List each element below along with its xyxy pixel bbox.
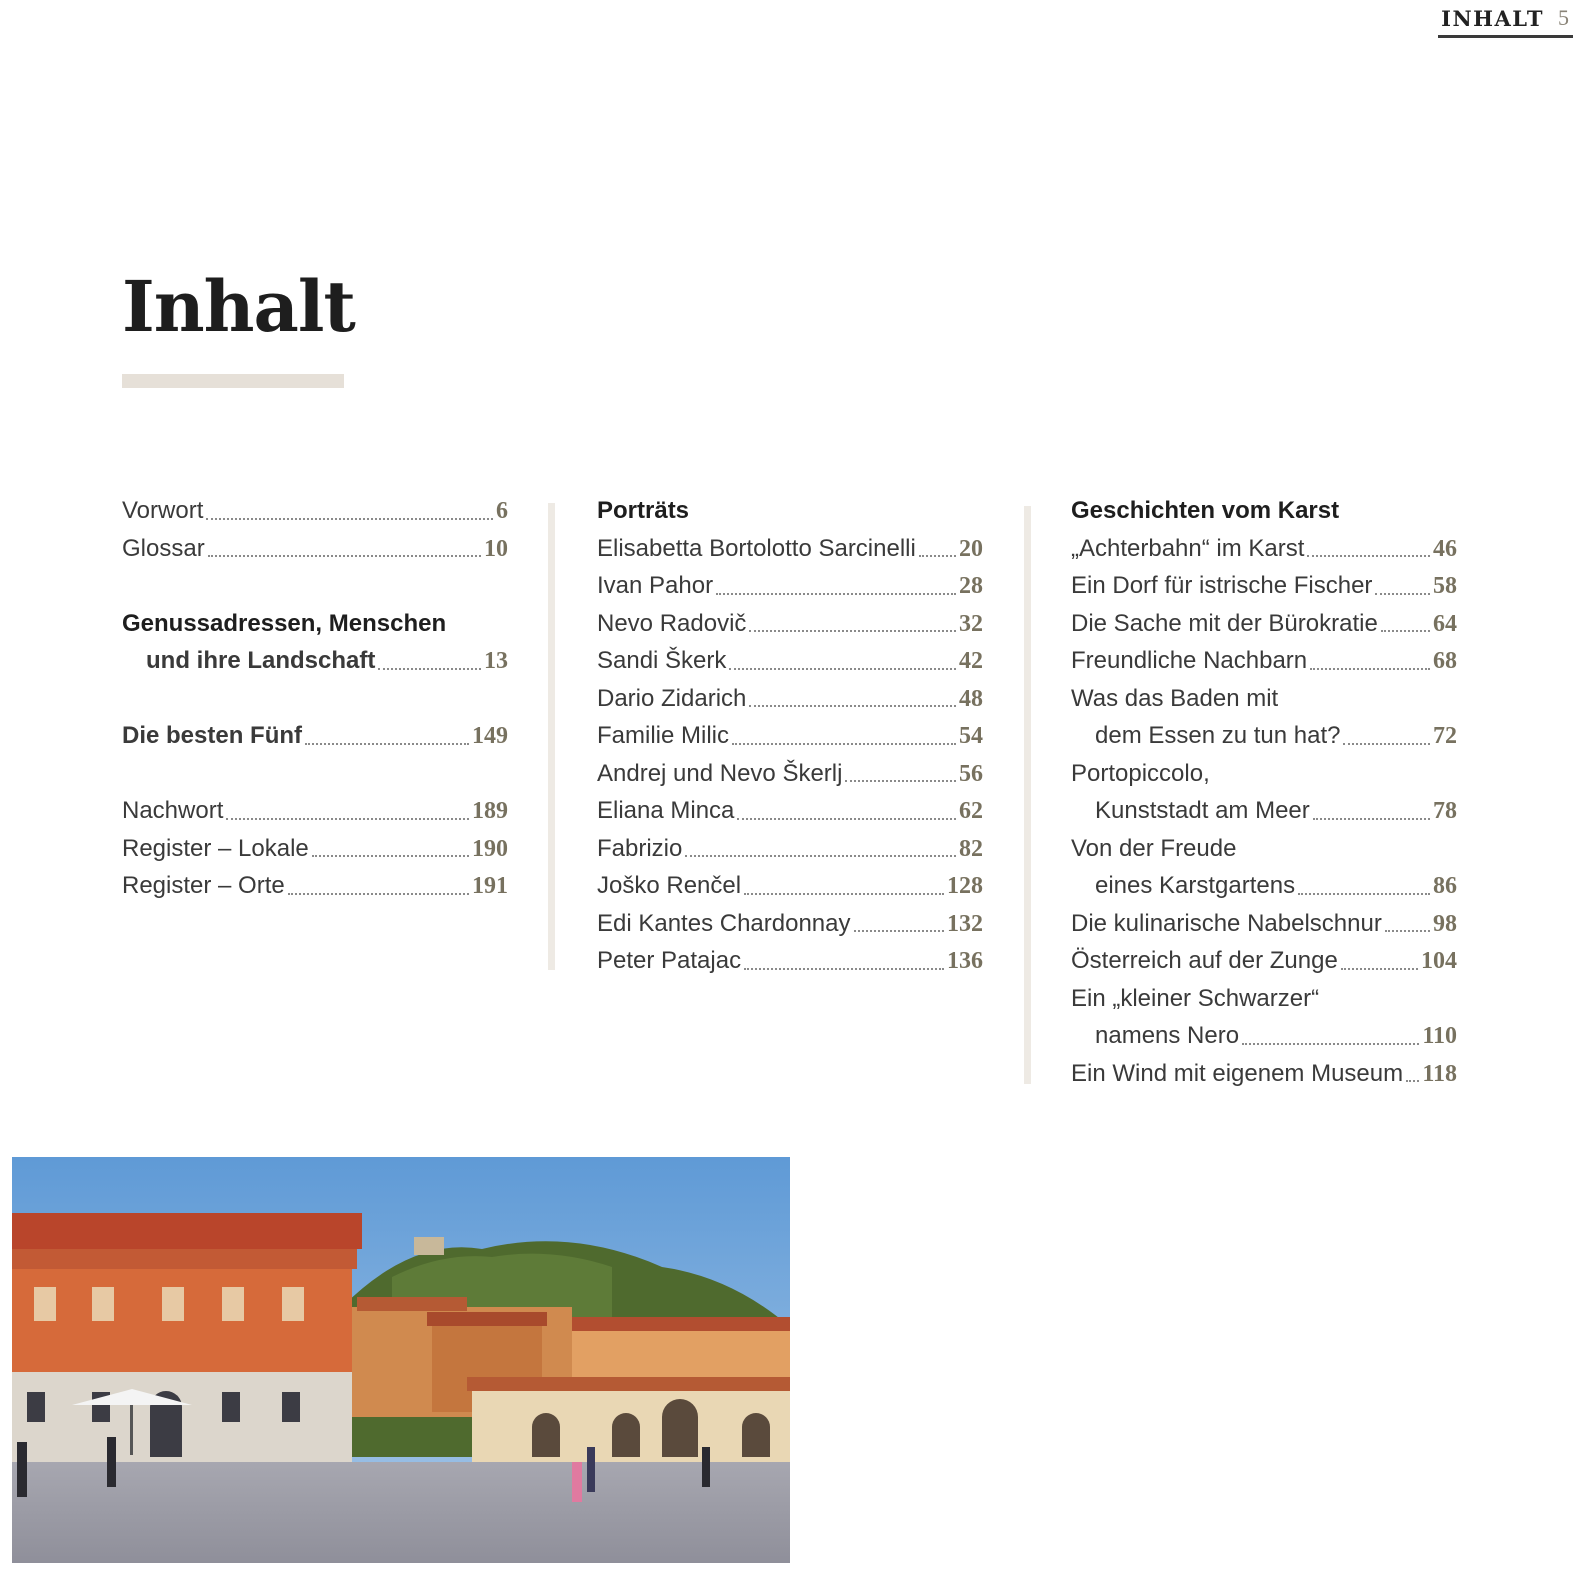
toc-entry-text: Österreich auf der Zunge xyxy=(1071,947,1338,974)
toc-entry-page: 98 xyxy=(1433,910,1457,937)
dot-leader xyxy=(685,854,956,857)
toc-entry[interactable] xyxy=(1071,567,1457,605)
toc-entry-page: 42 xyxy=(959,648,983,674)
town-square-photo xyxy=(12,1157,790,1563)
column-divider xyxy=(548,503,555,970)
dot-leader xyxy=(305,742,469,745)
toc-entry[interactable] xyxy=(597,830,983,868)
toc-entry-text: namens Nero xyxy=(1095,1022,1240,1049)
toc-entry-page: 191 xyxy=(472,873,508,899)
page-title: Inhalt xyxy=(122,265,355,348)
toc-entry[interactable] xyxy=(1071,642,1457,680)
toc-entry[interactable] xyxy=(597,755,983,793)
toc-section-heading: Porträts xyxy=(597,497,690,524)
toc-entry[interactable] xyxy=(597,530,983,568)
toc-entry-text: Familie Milic xyxy=(597,722,729,749)
toc-entry-page: 32 xyxy=(959,610,983,637)
toc-entry-text: Glossar xyxy=(122,534,205,562)
toc-entry-page: 72 xyxy=(1433,723,1457,749)
dot-leader xyxy=(1385,929,1430,932)
toc-entry-text: und ihre Landschaft xyxy=(146,647,376,674)
dot-leader xyxy=(1343,742,1430,745)
toc-entry-page: 62 xyxy=(959,798,983,824)
toc-entry-text: eines Karstgartens xyxy=(1095,872,1296,899)
toc-entry-text: Die Sache mit der Bürokratie xyxy=(1071,609,1378,637)
toc-entry-page: 68 xyxy=(1433,648,1457,674)
toc-entry-page: 54 xyxy=(959,723,983,749)
toc-entry-page: 56 xyxy=(959,760,983,787)
toc-entry-text: Andrej und Nevo Škerlj xyxy=(597,759,843,787)
toc-entry-page: 132 xyxy=(947,910,983,937)
toc-column-general xyxy=(122,492,508,905)
dot-leader xyxy=(1375,592,1430,595)
toc-entry-text: Kunststadt am Meer xyxy=(1095,797,1310,824)
toc-entry-page: 20 xyxy=(959,535,983,562)
toc-entry[interactable] xyxy=(597,792,983,830)
title-underline-bar xyxy=(122,374,344,388)
dot-leader xyxy=(206,517,493,520)
dot-leader xyxy=(1242,1042,1419,1045)
toc-entry-page: 58 xyxy=(1433,573,1457,599)
toc-entry[interactable] xyxy=(1071,792,1457,830)
toc-entry[interactable] xyxy=(597,567,983,605)
page-number: 5 xyxy=(1558,5,1569,30)
toc-section-besten-fuenf[interactable] xyxy=(122,717,508,755)
toc-entry-vorwort[interactable] xyxy=(122,492,508,530)
toc-entry-page: 128 xyxy=(947,873,983,899)
toc-entry-text: Fabrizio xyxy=(597,834,683,862)
toc-entry[interactable] xyxy=(597,905,983,943)
toc-entry-page: 10 xyxy=(484,535,508,562)
toc-entry-text: Ein Wind mit eigenem Museum xyxy=(1071,1059,1404,1087)
dot-leader xyxy=(1313,817,1430,820)
dot-leader xyxy=(1298,892,1430,895)
toc-entry[interactable] xyxy=(1071,1055,1457,1093)
toc-entry[interactable] xyxy=(1071,942,1457,980)
toc-entry-page: 48 xyxy=(959,685,983,712)
toc-entry-text: Nevo Radovič xyxy=(597,609,747,637)
toc-entry-text: Ein Dorf für istrische Fischer xyxy=(1071,572,1373,599)
toc-entry-text: Dario Zidarich xyxy=(597,684,747,712)
dot-leader xyxy=(854,929,945,932)
toc-entry-page: 13 xyxy=(484,648,508,674)
toc-entry-page: 110 xyxy=(1422,1023,1457,1049)
toc-entry-page: 64 xyxy=(1433,610,1457,637)
dot-leader xyxy=(737,817,956,820)
toc-entry-text: Vorwort xyxy=(122,497,204,524)
dot-leader xyxy=(1341,967,1418,970)
toc-entry-text: Eliana Minca xyxy=(597,797,735,824)
toc-entry-glossar[interactable] xyxy=(122,530,508,568)
dot-leader xyxy=(312,854,469,857)
toc-entry-page: 28 xyxy=(959,573,983,599)
toc-entry-text: Peter Patajac xyxy=(597,947,742,974)
dot-leader xyxy=(919,554,956,557)
toc-entry-register-orte[interactable] xyxy=(122,867,508,905)
dot-leader xyxy=(1310,667,1430,670)
toc-entry[interactable] xyxy=(1071,530,1457,568)
toc-entry-text: „Achterbahn“ im Karst xyxy=(1071,534,1305,562)
toc-entry-register-lokale[interactable] xyxy=(122,830,508,868)
dot-leader xyxy=(749,704,956,707)
toc-entry-text: Sandi Škerk xyxy=(597,647,727,674)
toc-entry-page: 104 xyxy=(1421,948,1457,974)
dot-leader xyxy=(716,592,956,595)
toc-entry-page: 82 xyxy=(959,835,983,862)
toc-entry[interactable] xyxy=(1071,1017,1457,1055)
running-head-rule xyxy=(1438,35,1573,38)
toc-entry-text: Die besten Fünf xyxy=(122,722,303,749)
toc-entry-text: Register – Lokale xyxy=(122,834,309,862)
dot-leader xyxy=(226,817,469,820)
toc-entry[interactable] xyxy=(597,680,983,718)
running-head-label: INHALT xyxy=(1441,5,1544,31)
toc-section-genuss-cont[interactable] xyxy=(122,642,508,680)
toc-entry[interactable] xyxy=(597,642,983,680)
dot-leader xyxy=(288,892,469,895)
toc-entry-page: 46 xyxy=(1433,535,1457,562)
toc-entry[interactable] xyxy=(597,942,983,980)
toc-entry-page: 149 xyxy=(472,723,508,749)
toc-entry-text: Freundliche Nachbarn xyxy=(1071,647,1308,674)
toc-entry-line1[interactable]: Von der Freude xyxy=(1071,834,1237,862)
toc-entry-page: 190 xyxy=(472,835,508,862)
toc-entry-line1[interactable]: Ein „kleiner Schwarzer“ xyxy=(1071,984,1320,1012)
toc-section-heading: Geschichten vom Karst xyxy=(1071,497,1340,524)
toc-entry-text: Nachwort xyxy=(122,797,224,824)
toc-entry-page: 189 xyxy=(472,798,508,824)
toc-entry[interactable] xyxy=(1071,905,1457,943)
toc-entry[interactable] xyxy=(1071,717,1457,755)
toc-entry-text: dem Essen zu tun hat? xyxy=(1095,722,1341,749)
toc-entry-line1[interactable]: Was das Baden mit xyxy=(1071,684,1279,712)
running-head xyxy=(1441,2,1569,34)
toc-entry-page: 86 xyxy=(1433,873,1457,899)
toc-entry-nachwort[interactable] xyxy=(122,792,508,830)
dot-leader xyxy=(744,967,944,970)
dot-leader xyxy=(744,892,944,895)
toc-entry-page: 118 xyxy=(1422,1060,1457,1087)
dot-leader xyxy=(749,629,956,632)
toc-section-genuss[interactable]: Genussadressen, Menschen xyxy=(122,609,447,637)
toc-entry-text: Ivan Pahor xyxy=(597,572,714,599)
dot-leader xyxy=(732,742,956,745)
dot-leader xyxy=(208,554,481,557)
dot-leader xyxy=(378,667,481,670)
toc-entry-text: Joško Renčel xyxy=(597,872,742,899)
toc-entry[interactable] xyxy=(1071,605,1457,643)
toc-entry-page: 136 xyxy=(947,948,983,974)
toc-entry-line1[interactable]: Portopiccolo, xyxy=(1071,759,1210,787)
dot-leader xyxy=(729,667,956,670)
toc-entry[interactable] xyxy=(597,717,983,755)
dot-leader xyxy=(1307,554,1430,557)
toc-entry-page: 6 xyxy=(496,498,508,524)
dot-leader xyxy=(1406,1079,1419,1082)
toc-entry[interactable] xyxy=(597,867,983,905)
toc-column-portraets xyxy=(597,492,983,980)
column-divider xyxy=(1024,506,1031,1084)
toc-column-geschichten xyxy=(1071,492,1457,1092)
toc-entry-text: Register – Orte xyxy=(122,872,285,899)
toc-entry[interactable] xyxy=(1071,867,1457,905)
toc-entry-text: Die kulinarische Nabelschnur xyxy=(1071,909,1382,937)
toc-entry-text: Elisabetta Bortolotto Sarcinelli xyxy=(597,534,916,562)
toc-entry-page: 78 xyxy=(1433,798,1457,824)
dot-leader xyxy=(1381,629,1430,632)
toc-entry-text: Edi Kantes Chardonnay xyxy=(597,909,851,937)
toc-entry[interactable] xyxy=(597,605,983,643)
dot-leader xyxy=(845,779,956,782)
